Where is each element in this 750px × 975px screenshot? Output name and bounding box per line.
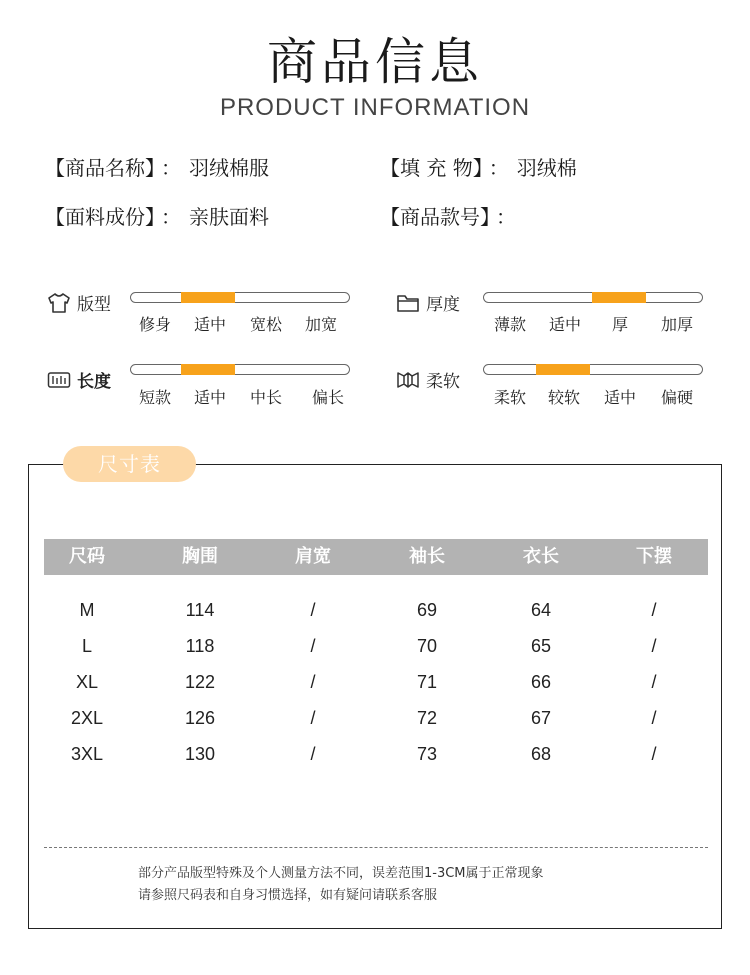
- info-colon: ：: [161, 205, 181, 229]
- table-cell: 69: [416, 600, 438, 620]
- attr-label: 版型: [77, 295, 111, 315]
- size-table-header: [44, 539, 708, 575]
- header-cell: 胸围: [182, 546, 218, 567]
- info-filling: [380, 152, 577, 181]
- table-cell: 64: [530, 600, 552, 620]
- table-row: [0, 708, 750, 732]
- table-cell: 66: [530, 672, 552, 692]
- table-cell: /: [310, 708, 316, 728]
- table-cell: 65: [530, 636, 552, 656]
- fit-option: 修身: [138, 315, 172, 334]
- thickness-option: 加厚: [660, 315, 694, 334]
- table-cell: /: [310, 744, 316, 764]
- info-value: 亲肤面料: [189, 205, 269, 229]
- table-cell: 3XL: [70, 744, 104, 764]
- info-value: 羽绒棉服: [189, 156, 269, 180]
- shirt-icon: [47, 292, 71, 314]
- softness-option: 较软: [547, 388, 581, 407]
- size-note-line1: 部分产品版型特殊及个人测量方法不同，误差范围1-3CM属于正常现象: [138, 866, 544, 881]
- table-cell: 118: [185, 636, 215, 656]
- table-cell: M: [79, 600, 95, 620]
- table-cell: /: [310, 600, 316, 620]
- table-cell: /: [310, 672, 316, 692]
- info-value: 羽绒棉: [516, 156, 577, 180]
- info-colon: ：: [488, 156, 509, 180]
- thickness-option: 厚: [611, 315, 629, 334]
- info-label: 【商品款号】: [380, 205, 490, 229]
- softness-option: 适中: [603, 388, 637, 407]
- softness-option: 柔软: [493, 388, 527, 407]
- table-cell: 67: [530, 708, 552, 728]
- info-colon: ：: [161, 156, 181, 180]
- thickness-slider-track: [483, 292, 703, 303]
- info-label: 【面料成份】: [45, 205, 155, 229]
- softness-slider-fill: [536, 364, 590, 375]
- header-cell: 尺码: [69, 546, 105, 567]
- header-cell: 下摆: [636, 546, 672, 567]
- header-cell: 衣长: [523, 546, 559, 567]
- fit-slider-track: [130, 292, 350, 303]
- fit-slider-fill: [181, 292, 235, 303]
- length-option: 短款: [138, 388, 172, 407]
- table-cell: L: [81, 636, 93, 656]
- table-cell: /: [310, 636, 316, 656]
- page-title: 商品信息: [267, 33, 483, 91]
- table-cell: /: [651, 636, 657, 656]
- table-row: [0, 744, 750, 768]
- table-cell: 114: [185, 600, 215, 620]
- table-cell: /: [651, 672, 657, 692]
- fit-option: 宽松: [249, 315, 283, 334]
- softness-options: [0, 385, 750, 407]
- table-cell: /: [651, 600, 657, 620]
- table-cell: /: [651, 708, 657, 728]
- length-slider-track: [130, 364, 350, 375]
- table-cell: 72: [416, 708, 438, 728]
- attr-label: 柔软: [426, 372, 460, 392]
- table-cell: 130: [184, 744, 216, 764]
- table-cell: 68: [530, 744, 552, 764]
- info-model-number: [380, 201, 524, 230]
- length-slider-fill: [181, 364, 235, 375]
- table-row: [0, 636, 750, 660]
- table-cell: 70: [416, 636, 438, 656]
- table-cell: 122: [184, 672, 216, 692]
- length-option: 中长: [249, 388, 283, 407]
- fit-option: 加宽: [304, 315, 338, 334]
- info-label: 【填 充 物】: [380, 156, 483, 180]
- table-cell: XL: [75, 672, 99, 692]
- folder-icon: [396, 293, 420, 313]
- length-option: 适中: [193, 388, 227, 407]
- table-row: [0, 672, 750, 696]
- size-chart-box: [28, 464, 722, 929]
- table-cell: 2XL: [70, 708, 104, 728]
- size-note-line2: 请参照尺码表和自身习惯选择，如有疑问请联系客服: [138, 888, 438, 903]
- page-subtitle: PRODUCT INFORMATION: [219, 94, 531, 121]
- fit-option: 适中: [193, 315, 227, 334]
- info-product-name: [45, 152, 269, 181]
- info-colon: ：: [496, 205, 516, 229]
- size-chart-tab: 尺寸表: [63, 446, 196, 482]
- thickness-slider-fill: [592, 292, 646, 303]
- attr-label: 长度: [77, 372, 111, 392]
- info-fabric: [45, 201, 269, 230]
- table-cell: 71: [416, 672, 438, 692]
- table-row: [0, 600, 750, 624]
- softness-option: 偏硬: [660, 388, 694, 407]
- table-cell: /: [651, 744, 657, 764]
- header-cell: 肩宽: [295, 546, 331, 567]
- attr-label: 厚度: [426, 295, 460, 315]
- thickness-option: 适中: [548, 315, 582, 334]
- thickness-option: 薄款: [493, 315, 527, 334]
- table-cell: 126: [184, 708, 216, 728]
- divider: [44, 847, 708, 848]
- length-option: 偏长: [311, 388, 345, 407]
- thickness-options: [0, 312, 750, 334]
- info-label: 【商品名称】: [45, 156, 155, 180]
- table-cell: 73: [416, 744, 438, 764]
- softness-slider-track: [483, 364, 703, 375]
- header-cell: 袖长: [409, 546, 445, 567]
